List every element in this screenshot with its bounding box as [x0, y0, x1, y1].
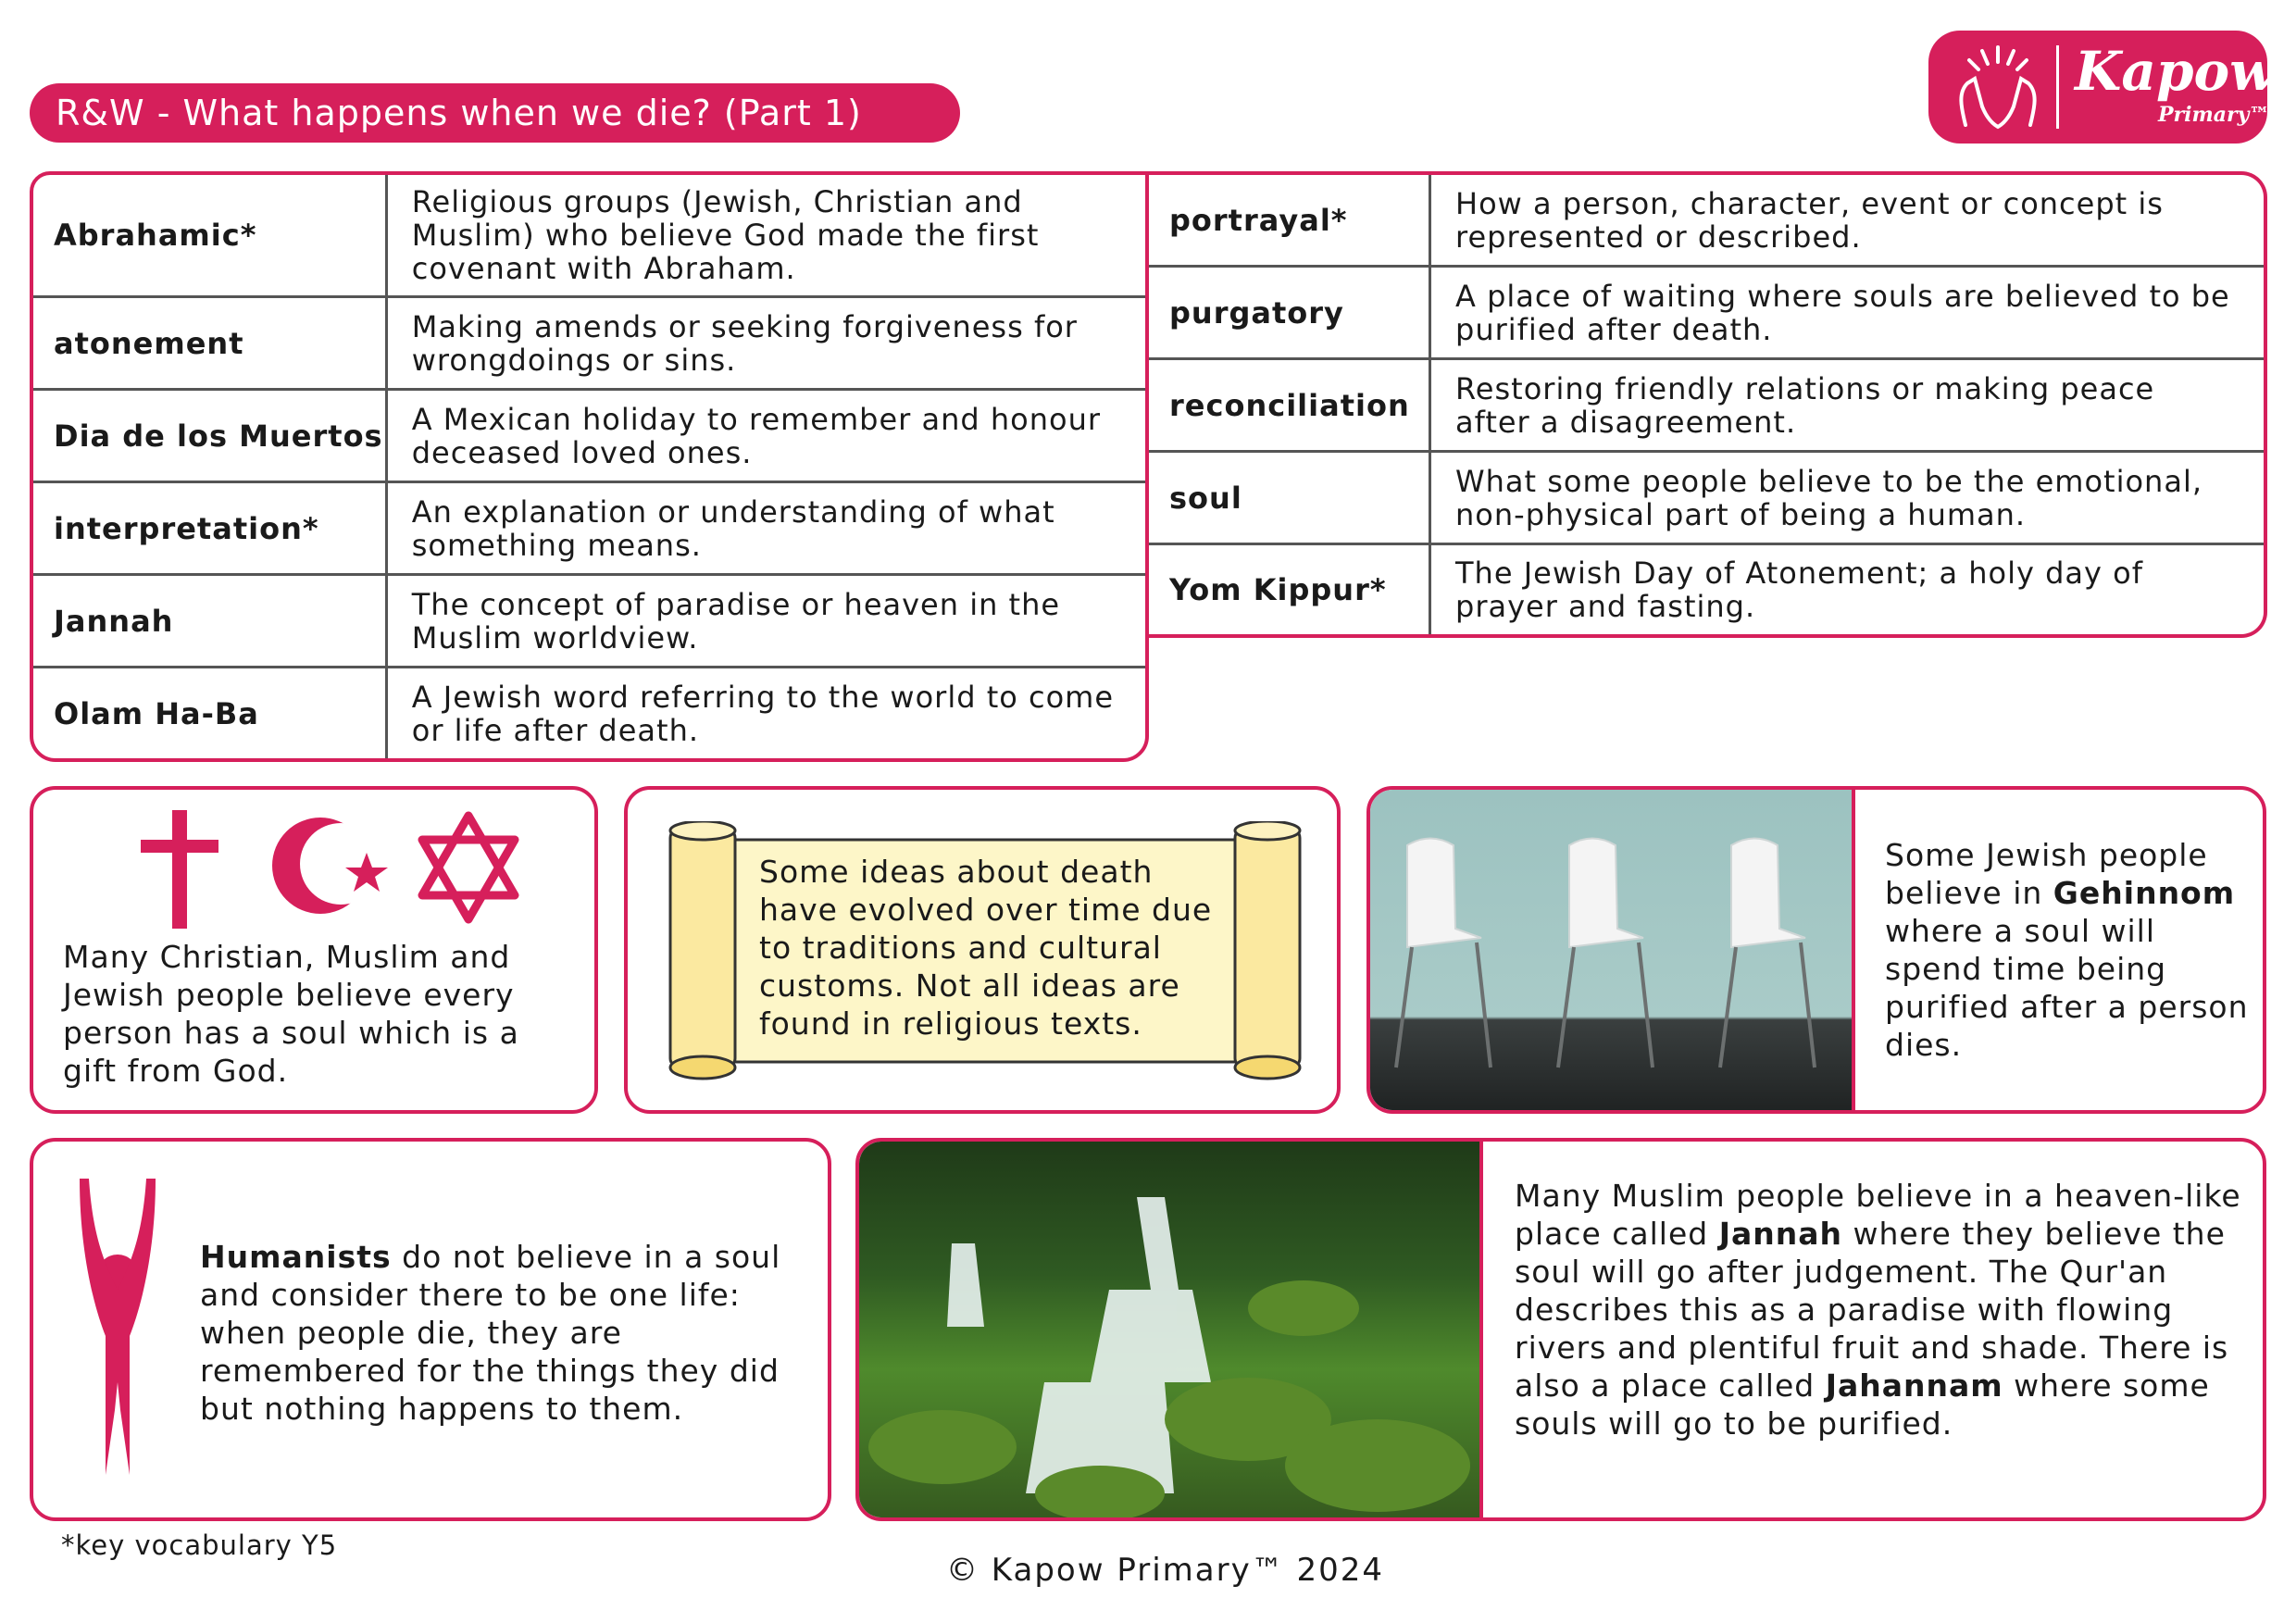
vocab-term: purgatory [1149, 268, 1431, 357]
chairs-photo [1370, 790, 1855, 1114]
jannah-card [855, 1138, 2266, 1521]
vocab-row [1149, 545, 2264, 634]
footnote: *key vocabulary Y5 [61, 1529, 338, 1561]
happy-human-icon [76, 1179, 159, 1484]
logo-brand: Kapow [2075, 40, 2277, 103]
vocab-definition: A Jewish word referring to the world to come or life after death. [411, 679, 1115, 748]
vocab-term: soul [1149, 453, 1431, 543]
vocab-table-left [30, 171, 1149, 762]
logo-sub: Primary™ [2158, 103, 2270, 127]
vocab-definition: Restoring friendly relations or making peace after a disagreement. [1455, 370, 2155, 440]
symbols-text: Many Christian, Muslim and Jewish people believe every person has a soul which is a gift from God. [63, 939, 519, 1089]
vocab-term: Yom Kippur* [1149, 545, 1431, 634]
vocab-term: portrayal* [1149, 175, 1431, 265]
vocab-term: Olam Ha-Ba [33, 668, 388, 758]
vocab-definition: Making amends or seeking forgiveness for wrongdoings or sins. [411, 308, 1078, 378]
vocab-definition: A Mexican holiday to remember and honour deceased loved ones. [411, 401, 1102, 470]
copyright: © Kapow Primary™ 2024 [946, 1552, 1385, 1589]
vocab-term: Abrahamic* [33, 175, 388, 295]
vocab-row [33, 668, 1145, 758]
vocab-row [1149, 268, 2264, 360]
vocab-term: Dia de los Muertos [33, 391, 388, 481]
vocab-row [1149, 360, 2264, 453]
page-title: R&W - What happens when we die? (Part 1) [30, 83, 960, 143]
vocab-row [1149, 175, 2264, 268]
vocab-row [33, 391, 1145, 483]
vocab-definition: What some people believe to be the emotional, non-physical part of being a human. [1455, 463, 2202, 532]
vocab-row [33, 175, 1145, 298]
vocab-row [1149, 453, 2264, 545]
kapow-logo [1928, 31, 2277, 144]
waterfall-photo [859, 1142, 1483, 1521]
vocab-definition: How a person, character, event or concept is represented or described. [1455, 185, 2164, 255]
religious-symbols-card [30, 786, 598, 1114]
gehinnom-card [1366, 786, 2266, 1114]
vocab-definition: Religious groups (Jewish, Christian and Muslim) who believe God made the first covenant with Abraham. [411, 184, 1040, 286]
vocab-term: atonement [33, 298, 388, 388]
vocab-term: Jannah [33, 576, 388, 666]
religious-symbols-icon [135, 810, 533, 930]
vocab-row [33, 576, 1145, 668]
vocab-definition: The concept of paradise or heaven in the Muslim worldview. [411, 586, 1061, 655]
scroll-text: Some ideas about death have evolved over time due to traditions and cultural customs. Not all ideas are found in religious texts. [759, 854, 1213, 1042]
hands-icon [1947, 42, 2049, 134]
vocab-table-right [1149, 171, 2267, 638]
vocab-row [33, 483, 1145, 576]
vocab-term: interpretation* [33, 483, 388, 573]
vocab-definition: The Jewish Day of Atonement; a holy day of prayer and fasting. [1455, 556, 2143, 624]
vocab-term: reconciliation [1149, 360, 1431, 450]
humanist-text: Humanists do not believe in a soul and consider there to be one life: when people die, they are remembered for the things they did but nothing happens to them. [200, 1239, 781, 1427]
vocab-definition: An explanation or understanding of what something means. [411, 493, 1055, 563]
vocab-row [33, 298, 1145, 391]
vocab-definition: A place of waiting where souls are believed to be purified after death. [1455, 278, 2230, 347]
humanist-card [30, 1138, 831, 1521]
scroll-card [624, 786, 1341, 1114]
gehinnom-text: Some Jewish people believe in Gehinnom where a soul will spend time being purified after a person dies. [1885, 837, 2249, 1063]
jannah-text: Many Muslim people believe in a heaven-like place called Jannah where they believe the soul will go after judgement. The Qur'an describes this as a paradise with flowing rivers and plentiful fruit and shade. There is also a place called Jahannam where some souls will go to be purified. [1515, 1178, 2241, 1442]
